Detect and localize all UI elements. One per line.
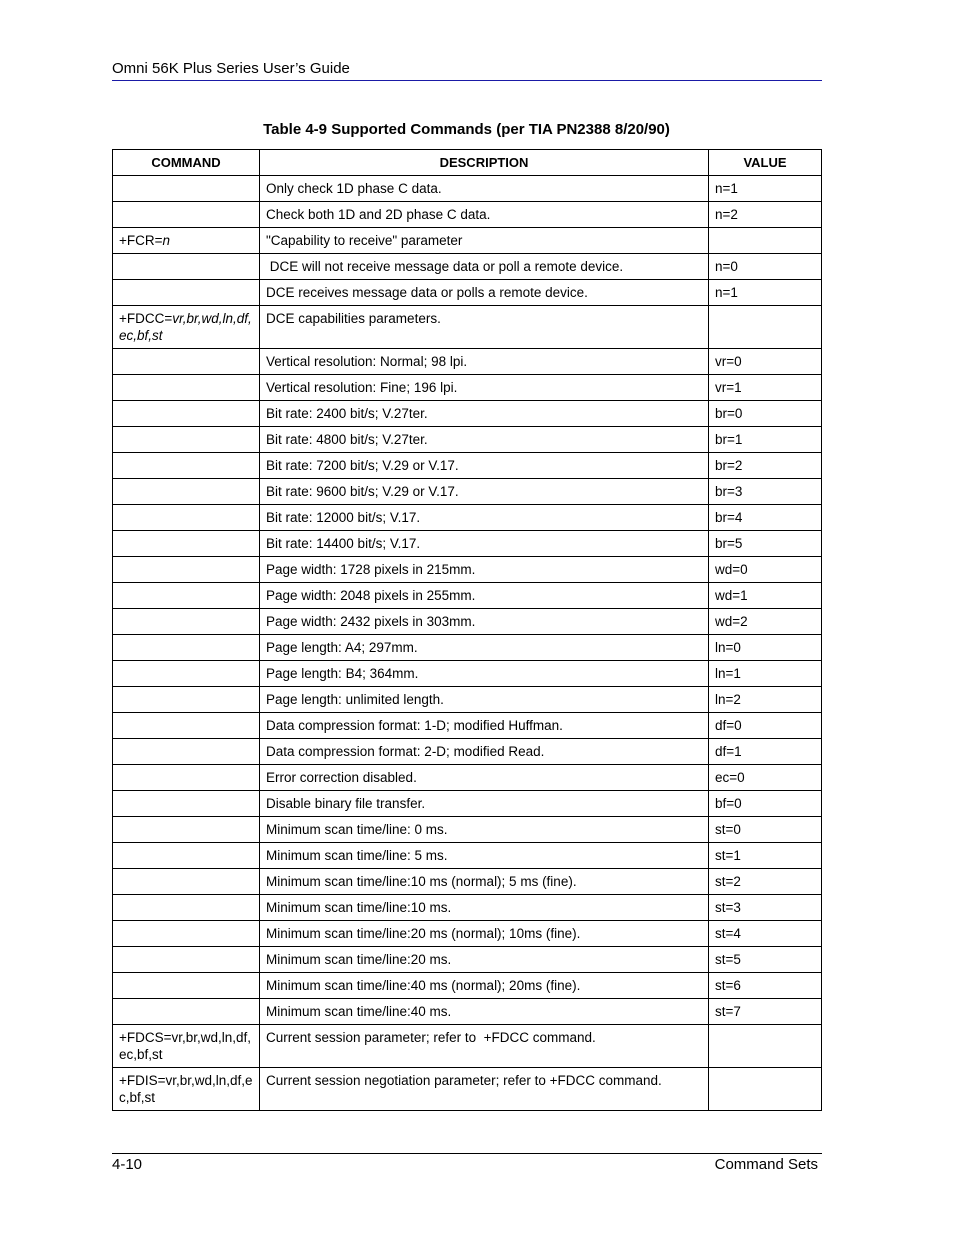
table-body xyxy=(113,176,822,1111)
command-arguments: n xyxy=(162,233,171,248)
cell-command xyxy=(113,1025,260,1068)
cell-value xyxy=(709,228,822,254)
cell-value: ln=0 xyxy=(709,635,822,661)
cell-description: Disable binary file transfer. xyxy=(260,791,709,817)
cell-value xyxy=(709,1068,822,1111)
cell-command xyxy=(113,739,260,765)
table-row xyxy=(113,349,822,375)
cell-command xyxy=(113,375,260,401)
cell-description: "Capability to receive" parameter xyxy=(260,228,709,254)
cell-command xyxy=(113,635,260,661)
cell-command xyxy=(113,228,260,254)
table-row xyxy=(113,202,822,228)
cell-value xyxy=(709,1025,822,1068)
cell-description: Page length: A4; 297mm. xyxy=(260,635,709,661)
cell-command xyxy=(113,661,260,687)
cell-description: Minimum scan time/line: 5 ms. xyxy=(260,843,709,869)
column-header-command: COMMAND xyxy=(113,150,260,176)
cell-description: Minimum scan time/line:20 ms (normal); 10ms (fine). xyxy=(260,921,709,947)
cell-value: st=0 xyxy=(709,817,822,843)
cell-value: n=1 xyxy=(709,280,822,306)
cell-command xyxy=(113,202,260,228)
cell-description: Bit rate: 2400 bit/s; V.27ter. xyxy=(260,401,709,427)
cell-value: st=5 xyxy=(709,947,822,973)
table-row xyxy=(113,479,822,505)
cell-description: DCE capabilities parameters. xyxy=(260,306,709,349)
cell-value: st=7 xyxy=(709,999,822,1025)
cell-value: df=1 xyxy=(709,739,822,765)
table-row xyxy=(113,869,822,895)
cell-description: Page width: 2432 pixels in 303mm. xyxy=(260,609,709,635)
table-header-row xyxy=(113,150,822,176)
cell-description: Page width: 2048 pixels in 255mm. xyxy=(260,583,709,609)
table-caption: Table 4-9 Supported Commands (per TIA PN2388 8/20/90) xyxy=(263,121,670,138)
cell-command xyxy=(113,999,260,1025)
cell-command xyxy=(113,765,260,791)
cell-command xyxy=(113,973,260,999)
footer-divider xyxy=(112,1153,822,1154)
cell-value: wd=1 xyxy=(709,583,822,609)
cell-description: Minimum scan time/line:20 ms. xyxy=(260,947,709,973)
cell-command xyxy=(113,427,260,453)
table-row xyxy=(113,306,822,349)
cell-description: Only check 1D phase C data. xyxy=(260,176,709,202)
table-row xyxy=(113,791,822,817)
cell-description: Minimum scan time/line:10 ms (normal); 5 ms (fine). xyxy=(260,869,709,895)
cell-command xyxy=(113,1068,260,1111)
cell-description: Page length: unlimited length. xyxy=(260,687,709,713)
table-row xyxy=(113,895,822,921)
page-number: 4-10 xyxy=(112,1156,143,1173)
table-row xyxy=(113,583,822,609)
cell-command xyxy=(113,921,260,947)
cell-description: Page width: 1728 pixels in 215mm. xyxy=(260,557,709,583)
command-name: +FDIS=vr,br,wd,ln,df,ec,bf,st xyxy=(119,1073,253,1105)
table-row xyxy=(113,739,822,765)
cell-command xyxy=(113,869,260,895)
cell-command xyxy=(113,583,260,609)
cell-value: st=3 xyxy=(709,895,822,921)
cell-value xyxy=(709,306,822,349)
cell-description: Minimum scan time/line: 0 ms. xyxy=(260,817,709,843)
cell-description: Error correction disabled. xyxy=(260,765,709,791)
cell-description: Bit rate: 14400 bit/s; V.17. xyxy=(260,531,709,557)
table-row xyxy=(113,765,822,791)
cell-value: ec=0 xyxy=(709,765,822,791)
cell-value: n=0 xyxy=(709,254,822,280)
cell-command xyxy=(113,349,260,375)
cell-value: st=1 xyxy=(709,843,822,869)
cell-value: br=2 xyxy=(709,453,822,479)
cell-value: n=1 xyxy=(709,176,822,202)
cell-description: Vertical resolution: Normal; 98 lpi. xyxy=(260,349,709,375)
cell-value: st=4 xyxy=(709,921,822,947)
command-name: +FDCS=vr,br,wd,ln,df,ec,bf,st xyxy=(119,1030,252,1062)
table-row xyxy=(113,921,822,947)
cell-command xyxy=(113,791,260,817)
cell-description: Bit rate: 12000 bit/s; V.17. xyxy=(260,505,709,531)
cell-description: Minimum scan time/line:40 ms. xyxy=(260,999,709,1025)
cell-description: Minimum scan time/line:10 ms. xyxy=(260,895,709,921)
cell-description: Bit rate: 9600 bit/s; V.29 or V.17. xyxy=(260,479,709,505)
table-row xyxy=(113,635,822,661)
supported-commands-table xyxy=(112,149,822,1111)
table-row xyxy=(113,817,822,843)
table-row xyxy=(113,999,822,1025)
table-row xyxy=(113,557,822,583)
cell-value: ln=2 xyxy=(709,687,822,713)
cell-command xyxy=(113,453,260,479)
table-row xyxy=(113,453,822,479)
table-row xyxy=(113,531,822,557)
cell-value: wd=2 xyxy=(709,609,822,635)
cell-description: DCE will not receive message data or poll a remote device. xyxy=(260,254,709,280)
cell-description: Check both 1D and 2D phase C data. xyxy=(260,202,709,228)
cell-description: Vertical resolution: Fine; 196 lpi. xyxy=(260,375,709,401)
cell-command xyxy=(113,306,260,349)
table-row xyxy=(113,947,822,973)
cell-description: Bit rate: 4800 bit/s; V.27ter. xyxy=(260,427,709,453)
cell-value: br=1 xyxy=(709,427,822,453)
cell-command xyxy=(113,895,260,921)
cell-value: br=3 xyxy=(709,479,822,505)
cell-description: Current session negotiation parameter; refer to +FDCC command. xyxy=(260,1068,709,1111)
cell-description: DCE receives message data or polls a remote device. xyxy=(260,280,709,306)
cell-value: n=2 xyxy=(709,202,822,228)
cell-description: Page length: B4; 364mm. xyxy=(260,661,709,687)
table-row xyxy=(113,687,822,713)
cell-value: br=0 xyxy=(709,401,822,427)
cell-command xyxy=(113,687,260,713)
table-row xyxy=(113,176,822,202)
cell-command xyxy=(113,531,260,557)
cell-value: df=0 xyxy=(709,713,822,739)
cell-description: Minimum scan time/line:40 ms (normal); 20ms (fine). xyxy=(260,973,709,999)
cell-value: br=5 xyxy=(709,531,822,557)
cell-value: ln=1 xyxy=(709,661,822,687)
column-header-description: DESCRIPTION xyxy=(260,150,709,176)
cell-command xyxy=(113,505,260,531)
cell-value: vr=1 xyxy=(709,375,822,401)
cell-command xyxy=(113,609,260,635)
table-row xyxy=(113,427,822,453)
table-row xyxy=(113,505,822,531)
table-row xyxy=(113,1025,822,1068)
cell-command xyxy=(113,401,260,427)
cell-value: st=2 xyxy=(709,869,822,895)
cell-command xyxy=(113,280,260,306)
cell-command xyxy=(113,557,260,583)
command-name: +FCR= xyxy=(119,233,163,248)
cell-command xyxy=(113,817,260,843)
cell-value: br=4 xyxy=(709,505,822,531)
column-header-value: VALUE xyxy=(709,150,822,176)
cell-description: Bit rate: 7200 bit/s; V.29 or V.17. xyxy=(260,453,709,479)
page-header-title: Omni 56K Plus Series User’s Guide xyxy=(112,60,350,77)
table-row xyxy=(113,843,822,869)
table-row xyxy=(113,661,822,687)
cell-value: st=6 xyxy=(709,973,822,999)
footer-section-title: Command Sets xyxy=(714,1156,818,1173)
table-row xyxy=(113,973,822,999)
cell-description: Current session parameter; refer to +FDCC command. xyxy=(260,1025,709,1068)
command-name: +FDCC= xyxy=(119,311,173,326)
cell-command xyxy=(113,947,260,973)
cell-command xyxy=(113,843,260,869)
header-divider xyxy=(112,80,822,81)
table-row xyxy=(113,228,822,254)
command-arguments: vr,br,wd,ln,df,ec,bf,st xyxy=(119,311,252,343)
table-row xyxy=(113,375,822,401)
cell-command xyxy=(113,176,260,202)
cell-command xyxy=(113,713,260,739)
cell-description: Data compression format: 1-D; modified Huffman. xyxy=(260,713,709,739)
cell-description: Data compression format: 2-D; modified Read. xyxy=(260,739,709,765)
cell-value: bf=0 xyxy=(709,791,822,817)
table-row xyxy=(113,254,822,280)
table-row xyxy=(113,609,822,635)
cell-command xyxy=(113,254,260,280)
table-row xyxy=(113,713,822,739)
table-row xyxy=(113,1068,822,1111)
table-row xyxy=(113,401,822,427)
cell-value: vr=0 xyxy=(709,349,822,375)
cell-value: wd=0 xyxy=(709,557,822,583)
cell-command xyxy=(113,479,260,505)
table-row xyxy=(113,280,822,306)
